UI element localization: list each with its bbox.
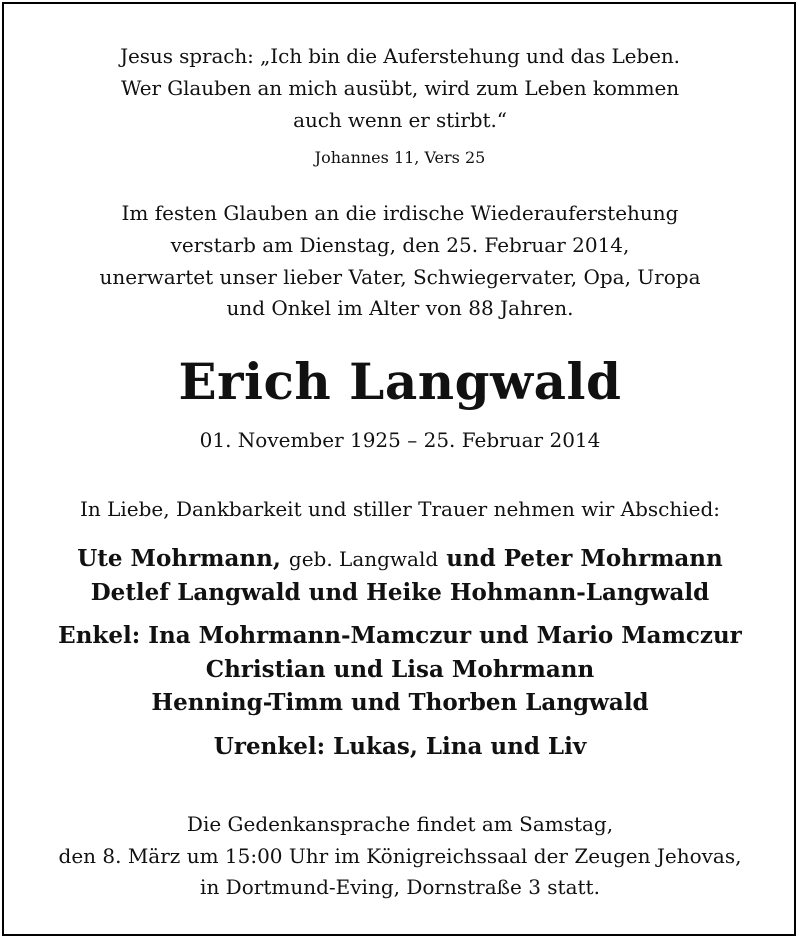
intro-line-3: unerwartet unser lieber Vater, Schwiegervater, Opa, Uropa — [99, 265, 701, 289]
child-spouse: und Peter Mohrmann — [446, 545, 723, 572]
life-dates: 01. November 1925 – 25. Februar 2014 — [199, 428, 601, 452]
intro-line-4: und Onkel im Alter von 88 Jahren. — [226, 296, 574, 320]
footer-line-2: den 8. März um 15:00 Uhr im Königreichssaal der Zeugen Jehovas, — [58, 844, 742, 868]
grandchildren-line-2: Christian und Lisa Mohrmann — [205, 656, 595, 683]
footer-line-3: in Dortmund-Eving, Dornstraße 3 statt. — [200, 875, 600, 899]
intro-line-1: Im festen Glauben an die irdische Wiederauferstehung — [121, 201, 679, 225]
verse-line-2: Wer Glauben an mich ausübt, wird zum Leben kommen — [120, 76, 680, 100]
verse-reference: Johannes 11, Vers 25 — [314, 148, 486, 167]
children-line-1 — [0, 545, 800, 572]
children-line-2: Detlef Langwald und Heike Hohmann-Langwald — [90, 579, 710, 606]
deceased-name: Erich Langwald — [178, 352, 622, 411]
footer-line-1: Die Gedenkansprache findet am Samstag, — [186, 812, 614, 836]
birth-name: geb. Langwald — [288, 547, 439, 571]
verse-line-3: auch wenn er stirbt.“ — [293, 108, 507, 132]
grandchildren-line-3: Henning-Timm und Thorben Langwald — [151, 689, 649, 716]
grandchildren-line-1: Enkel: Ina Mohrmann-Mamczur und Mario Mamczur — [58, 622, 742, 649]
farewell-text: In Liebe, Dankbarkeit und stiller Trauer nehmen wir Abschied: — [79, 497, 721, 521]
child-name: Ute Mohrmann, — [77, 545, 281, 572]
verse-line-1: Jesus sprach: „Ich bin die Auferstehung und das Leben. — [120, 44, 680, 68]
great-grandchildren-line: Urenkel: Lukas, Lina und Liv — [213, 733, 587, 760]
intro-line-2: verstarb am Dienstag, den 25. Februar 2014, — [170, 233, 630, 257]
